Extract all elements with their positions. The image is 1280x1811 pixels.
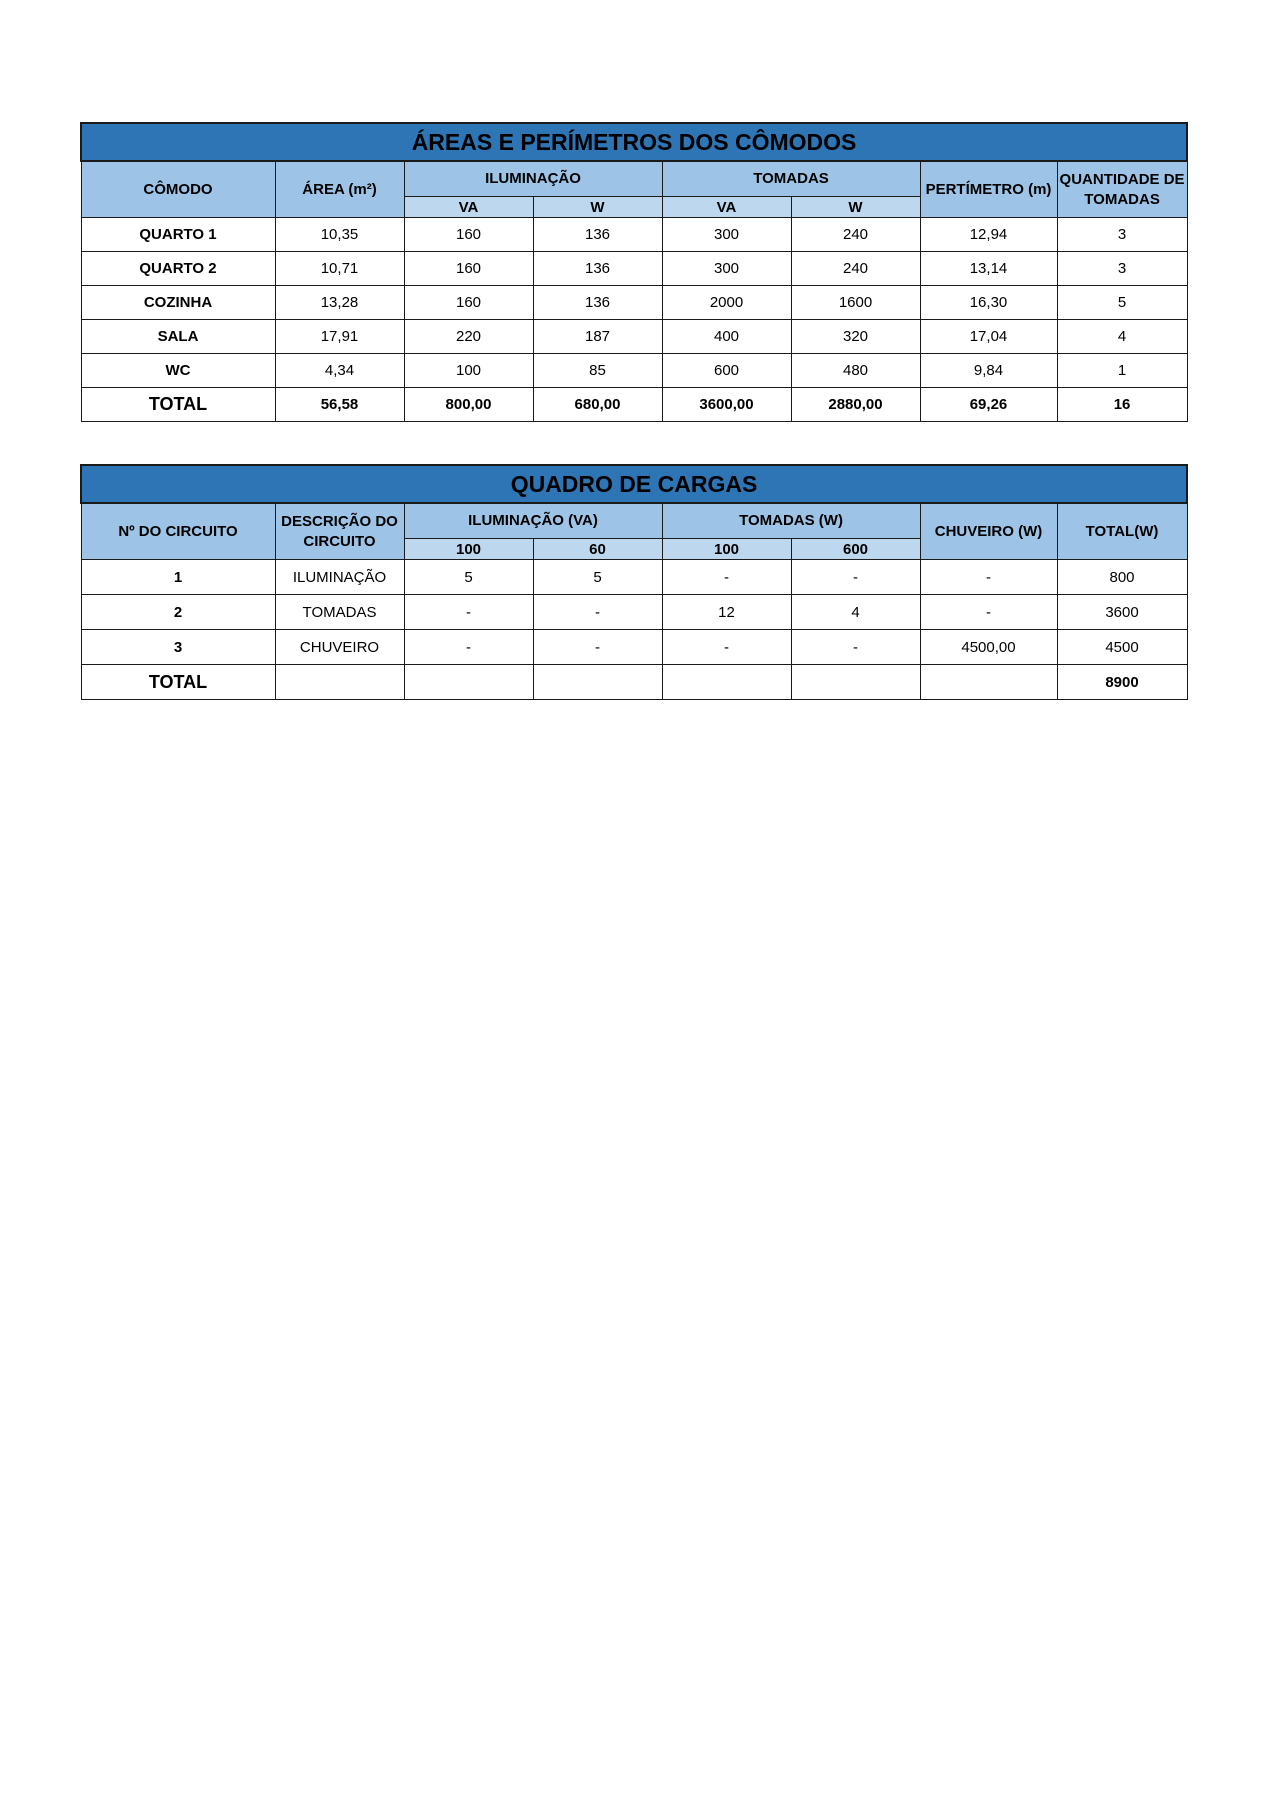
total-chuveiro <box>920 665 1057 700</box>
tom-600: - <box>791 560 920 595</box>
table-row <box>81 595 1187 630</box>
room-area: 10,35 <box>275 218 404 252</box>
total-ilum-100 <box>404 665 533 700</box>
room-area: 17,91 <box>275 320 404 354</box>
total-row <box>81 665 1187 700</box>
ilum-va: 160 <box>404 286 533 320</box>
room-area: 10,71 <box>275 252 404 286</box>
ilum-va: 220 <box>404 320 533 354</box>
perimetro: 9,84 <box>920 354 1057 388</box>
tom-va: 600 <box>662 354 791 388</box>
circuit-description: CHUVEIRO <box>275 630 404 665</box>
room-area: 4,34 <box>275 354 404 388</box>
header-tomadas-w: TOMADAS (W) <box>662 503 920 539</box>
perimetro: 13,14 <box>920 252 1057 286</box>
quantidade-tomadas: 1 <box>1057 354 1187 388</box>
perimetro: 17,04 <box>920 320 1057 354</box>
total-perimetro: 69,26 <box>920 388 1057 422</box>
header-area: ÁREA (m²) <box>275 161 404 218</box>
circuit-number: 2 <box>81 595 275 630</box>
tom-w: 320 <box>791 320 920 354</box>
total-descricao <box>275 665 404 700</box>
ilum-va: 160 <box>404 218 533 252</box>
total-tom-600 <box>791 665 920 700</box>
total-tom-va: 3600,00 <box>662 388 791 422</box>
tom-600: 4 <box>791 595 920 630</box>
ilum-60: 5 <box>533 560 662 595</box>
total-w: 8900 <box>1057 665 1187 700</box>
table-row <box>81 560 1187 595</box>
subheader-ilum-w: W <box>533 197 662 218</box>
tom-va: 2000 <box>662 286 791 320</box>
areas-table-title: ÁREAS E PERÍMETROS DOS CÔMODOS <box>81 123 1187 161</box>
tom-w: 480 <box>791 354 920 388</box>
total-w: 3600 <box>1057 595 1187 630</box>
tom-w: 240 <box>791 218 920 252</box>
subheader-ilum-va: VA <box>404 197 533 218</box>
ilum-60: - <box>533 630 662 665</box>
areas-perimetros-table <box>80 122 1188 422</box>
quantidade-tomadas: 4 <box>1057 320 1187 354</box>
quadro-cargas-table <box>80 464 1188 700</box>
subheader-tom-w: W <box>791 197 920 218</box>
ilum-w: 85 <box>533 354 662 388</box>
header-iluminacao-va: ILUMINAÇÃO (VA) <box>404 503 662 539</box>
ilum-w: 136 <box>533 218 662 252</box>
ilum-60: - <box>533 595 662 630</box>
total-row <box>81 388 1187 422</box>
tom-va: 300 <box>662 218 791 252</box>
table-row <box>81 252 1187 286</box>
header-perimetro: PERTÍMETRO (m) <box>920 161 1057 218</box>
tom-va: 300 <box>662 252 791 286</box>
header-descricao: DESCRIÇÃO DO CIRCUITO <box>275 503 404 560</box>
table-row <box>81 354 1187 388</box>
circuit-description: TOMADAS <box>275 595 404 630</box>
perimetro: 16,30 <box>920 286 1057 320</box>
table-row <box>81 320 1187 354</box>
chuveiro: 4500,00 <box>920 630 1057 665</box>
cargas-table-title: QUADRO DE CARGAS <box>81 465 1187 503</box>
ilum-100: 5 <box>404 560 533 595</box>
ilum-100: - <box>404 630 533 665</box>
quantidade-tomadas: 3 <box>1057 218 1187 252</box>
total-tom-100 <box>662 665 791 700</box>
header-quantidade-tomadas: QUANTIDADE DE TOMADAS <box>1057 161 1187 218</box>
table-row <box>81 286 1187 320</box>
circuit-description: ILUMINAÇÃO <box>275 560 404 595</box>
perimetro: 12,94 <box>920 218 1057 252</box>
tom-w: 240 <box>791 252 920 286</box>
ilum-w: 187 <box>533 320 662 354</box>
room-area: 13,28 <box>275 286 404 320</box>
total-ilum-60 <box>533 665 662 700</box>
total-w: 4500 <box>1057 630 1187 665</box>
total-area: 56,58 <box>275 388 404 422</box>
header-chuveiro: CHUVEIRO (W) <box>920 503 1057 560</box>
total-label: TOTAL <box>81 388 275 422</box>
tom-600: - <box>791 630 920 665</box>
table-row <box>81 630 1187 665</box>
room-name: QUARTO 1 <box>81 218 275 252</box>
room-name: WC <box>81 354 275 388</box>
ilum-va: 160 <box>404 252 533 286</box>
quantidade-tomadas: 5 <box>1057 286 1187 320</box>
chuveiro: - <box>920 595 1057 630</box>
ilum-w: 136 <box>533 252 662 286</box>
circuit-number: 1 <box>81 560 275 595</box>
total-ilum-va: 800,00 <box>404 388 533 422</box>
room-name: SALA <box>81 320 275 354</box>
subheader-tom-600: 600 <box>791 539 920 560</box>
header-comodo: CÔMODO <box>81 161 275 218</box>
room-name: QUARTO 2 <box>81 252 275 286</box>
header-tomadas: TOMADAS <box>662 161 920 197</box>
tom-w: 1600 <box>791 286 920 320</box>
total-tom-w: 2880,00 <box>791 388 920 422</box>
subheader-ilum-100: 100 <box>404 539 533 560</box>
ilum-w: 136 <box>533 286 662 320</box>
table-row <box>81 218 1187 252</box>
header-circuito: Nº DO CIRCUITO <box>81 503 275 560</box>
ilum-100: - <box>404 595 533 630</box>
tom-100: - <box>662 630 791 665</box>
room-name: COZINHA <box>81 286 275 320</box>
total-ilum-w: 680,00 <box>533 388 662 422</box>
circuit-number: 3 <box>81 630 275 665</box>
tom-100: 12 <box>662 595 791 630</box>
total-w: 800 <box>1057 560 1187 595</box>
total-quantidade-tomadas: 16 <box>1057 388 1187 422</box>
header-iluminacao: ILUMINAÇÃO <box>404 161 662 197</box>
subheader-ilum-60: 60 <box>533 539 662 560</box>
subheader-tom-va: VA <box>662 197 791 218</box>
subheader-tom-100: 100 <box>662 539 791 560</box>
tom-va: 400 <box>662 320 791 354</box>
header-total-w: TOTAL(W) <box>1057 503 1187 560</box>
chuveiro: - <box>920 560 1057 595</box>
tom-100: - <box>662 560 791 595</box>
ilum-va: 100 <box>404 354 533 388</box>
total-label: TOTAL <box>81 665 275 700</box>
quantidade-tomadas: 3 <box>1057 252 1187 286</box>
